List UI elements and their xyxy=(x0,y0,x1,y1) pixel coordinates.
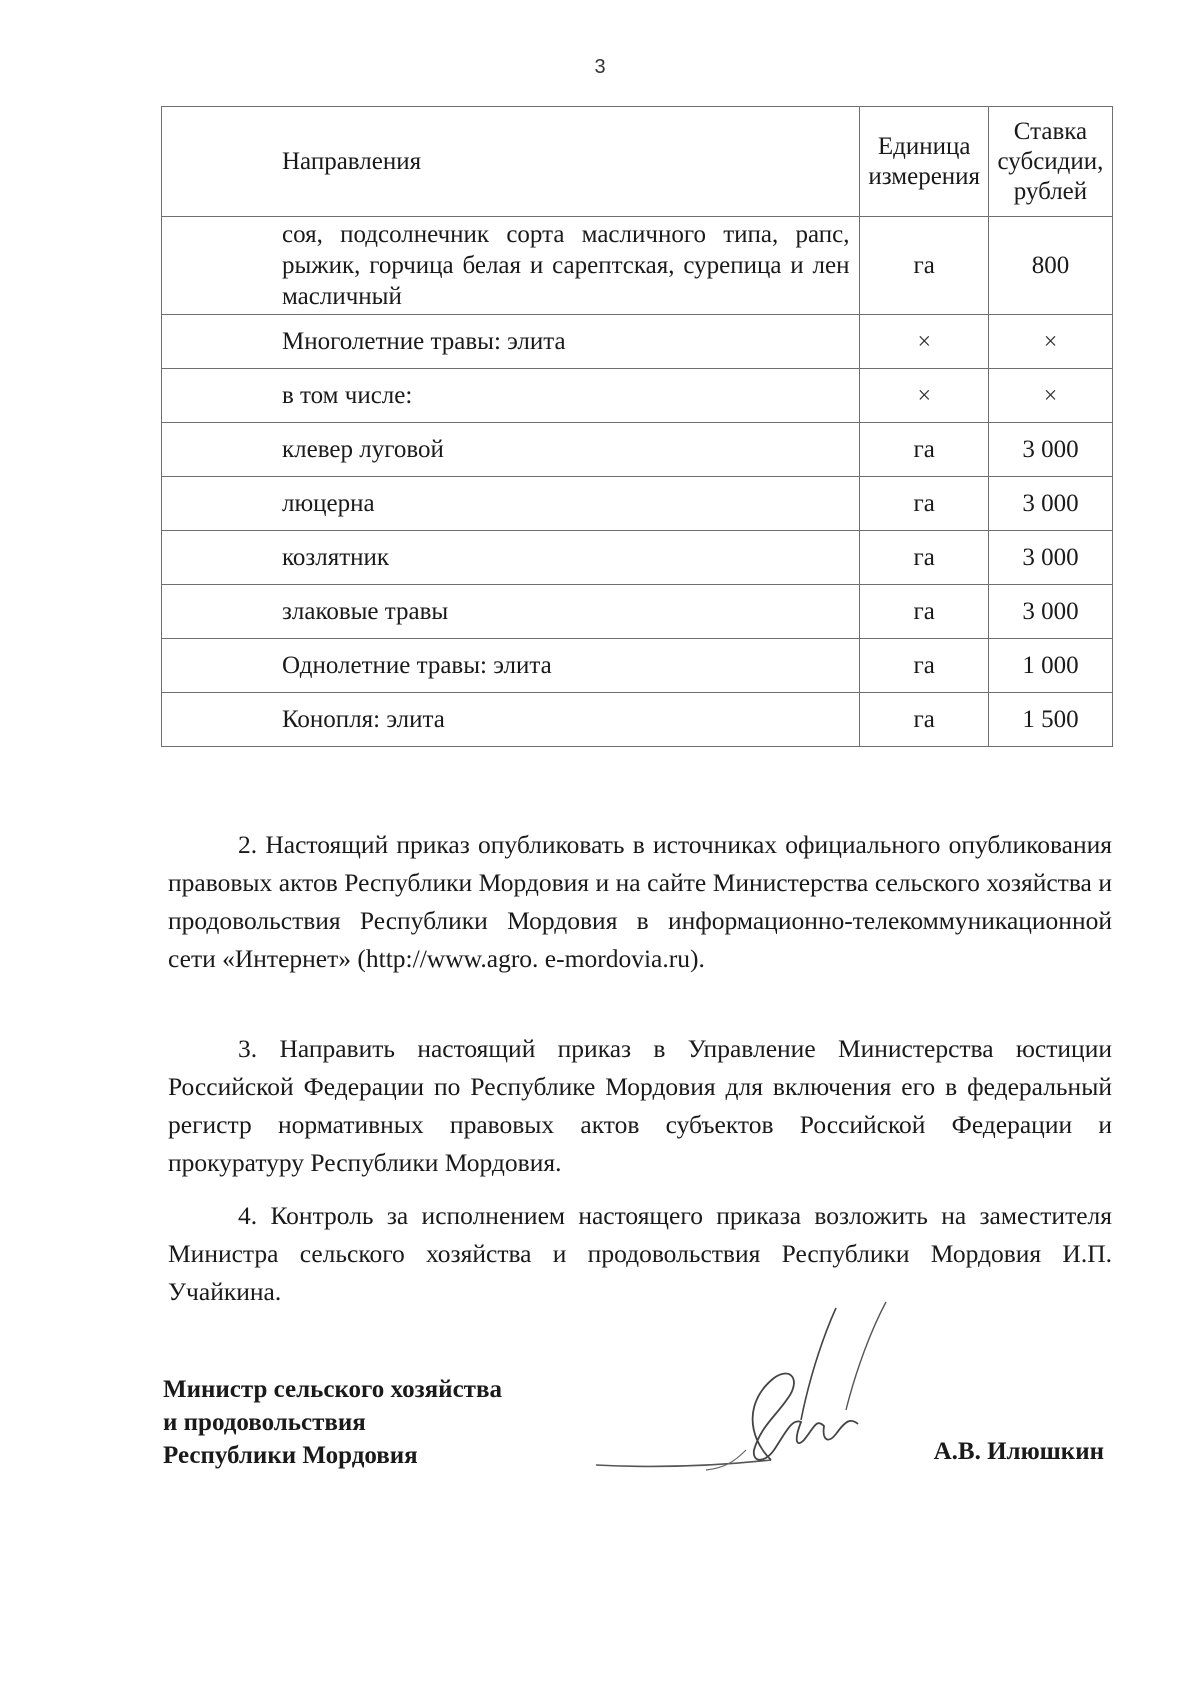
row-name: в том числе: xyxy=(162,369,860,423)
subsidy-rates-table xyxy=(161,106,1113,747)
row-name: клевер луговой xyxy=(162,423,860,477)
row-name: соя, подсолнечник сорта масличного типа, рапс, рыжик, горчица белая и сарептская, сурепица и лен масличный xyxy=(162,217,860,315)
table-row xyxy=(162,585,1113,639)
row-rate: 3 000 xyxy=(988,423,1112,477)
row-rate: 800 xyxy=(988,217,1112,315)
table-row xyxy=(162,693,1113,747)
header-directions: Направления xyxy=(162,107,860,217)
paragraph-registration: 3. Направить настоящий приказ в Управление Министерства юстиции Российской Федерации по Республике Мордовия для включения его в федеральный регистр нормативных правовых актов субъектов Российской Федерации и прокуратуру Республики Мордовия. xyxy=(168,1033,1112,1177)
row-unit: га xyxy=(860,639,988,693)
table-row xyxy=(162,423,1113,477)
signatory-title-line: и продовольствия xyxy=(163,1409,366,1436)
row-unit: га xyxy=(860,423,988,477)
header-rate: Ставка субсидии, рублей xyxy=(988,107,1112,217)
row-rate: 3 000 xyxy=(988,477,1112,531)
row-name: Однолетние травы: элита xyxy=(162,639,860,693)
signatory-title xyxy=(163,1373,502,1472)
row-unit: × xyxy=(860,315,988,369)
table-row xyxy=(162,531,1113,585)
row-rate: 1 000 xyxy=(988,639,1112,693)
row-rate: × xyxy=(988,315,1112,369)
row-name: Многолетние травы: элита xyxy=(162,315,860,369)
row-unit: га xyxy=(860,477,988,531)
row-unit: × xyxy=(860,369,988,423)
row-rate: 3 000 xyxy=(988,531,1112,585)
row-unit: га xyxy=(860,217,988,315)
table-row xyxy=(162,217,1113,315)
paragraph-control: 4. Контроль за исполнением настоящего приказа возложить на заместителя Министра сельского хозяйства и продовольствия Республики Мордовия И.П. Учайкина. xyxy=(168,1200,1112,1306)
row-rate: 1 500 xyxy=(988,693,1112,747)
row-unit: га xyxy=(860,531,988,585)
paragraph-publication: 2. Настоящий приказ опубликовать в источниках официального опубликования правовых актов Республики Мордовия и на сайте Министерства сельского хозяйства и продовольствия Республики Мордовия в информационно-телекоммуникационной сети «Интернет» (http://www.agro. e-mordovia.ru). xyxy=(168,829,1112,973)
table-row xyxy=(162,477,1113,531)
row-name: козлятник xyxy=(162,531,860,585)
row-unit: га xyxy=(860,585,988,639)
row-name: люцерна xyxy=(162,477,860,531)
row-name: злаковые травы xyxy=(162,585,860,639)
signatory-title-line: Республики Мордовия xyxy=(163,1442,418,1469)
page-number: 3 xyxy=(594,56,606,78)
row-unit: га xyxy=(860,693,988,747)
table-row xyxy=(162,639,1113,693)
table-row xyxy=(162,369,1113,423)
handwritten-signature xyxy=(596,1300,896,1500)
row-rate: 3 000 xyxy=(988,585,1112,639)
table-row xyxy=(162,315,1113,369)
signatory-title-line: Министр сельского хозяйства xyxy=(163,1376,502,1403)
table-header-row xyxy=(162,107,1113,217)
row-rate: × xyxy=(988,369,1112,423)
row-name: Конопля: элита xyxy=(162,693,860,747)
signatory-name: А.В. Илюшкин xyxy=(933,1438,1104,1465)
header-unit: Единица измерения xyxy=(860,107,988,217)
